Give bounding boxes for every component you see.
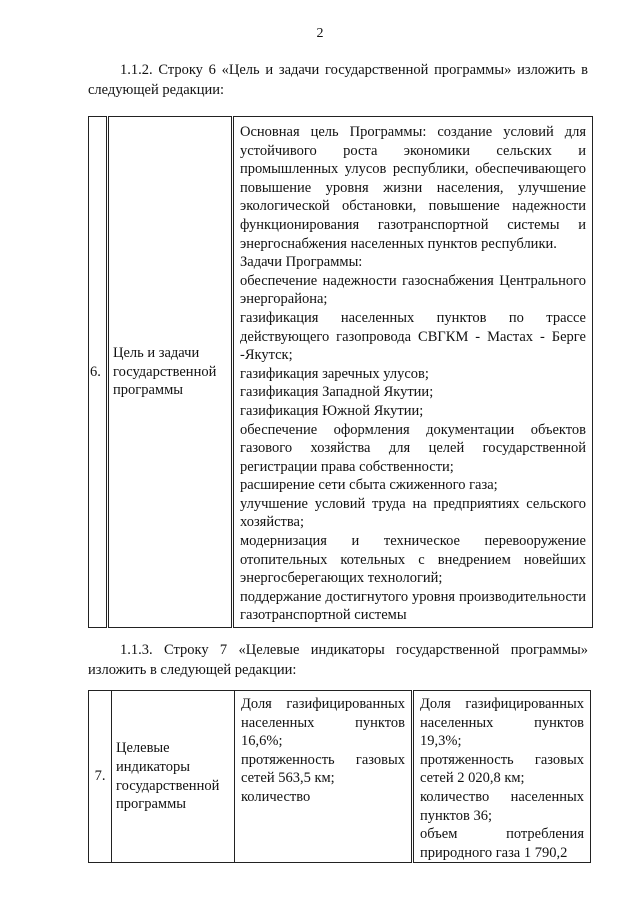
content-line: Задачи Программы: <box>240 254 363 271</box>
content-line: газификация Южной Якутии; <box>240 402 424 419</box>
row-number: 6. <box>89 117 108 628</box>
indicator-line: Доля газифицированных населенных пунктов 19,3%; <box>420 696 584 750</box>
paragraph-text: 1.1.3. Строку 7 «Целевые индикаторы государственной программы» изложить в следующей редакции: <box>88 642 588 678</box>
content-line: обеспечение оформления документации объектов газового хозяйства для целей государственной регистрации права собственности; <box>240 421 586 475</box>
indicator-line: Доля газифицированных населенных пунктов 16,6%; <box>241 696 405 750</box>
indicator-line: протяженность газовых сетей 563,5 км; <box>241 751 405 787</box>
indicator-line: количество <box>241 788 311 805</box>
content-line: газификация заречных улусов; <box>240 365 429 382</box>
content-line: обеспечение надежности газоснабжения Центрального энергорайона; <box>240 272 586 308</box>
new-values-column <box>413 691 591 863</box>
row-6-table <box>88 116 593 628</box>
content-line: модернизация и техническое перевооружение отопительных котельных с внедрением новейших энергосберегающих технологий; <box>240 533 586 587</box>
content-line: газификация населенных пунктов по трассе действующего газопровода СВГКМ - Мастах - Берге -Якутск; <box>240 309 586 364</box>
paragraph-row-7-intro <box>88 640 588 680</box>
indicator-line: протяженность газовых сетей 2 020,8 км; <box>420 751 584 787</box>
row-name: Целевые индикаторы государственной программы <box>112 691 235 863</box>
indicator-line: объем потребления природного газа 1 790,2 <box>420 826 584 861</box>
row-number: 7. <box>89 691 112 863</box>
content-line: улучшение условий труда на предприятиях сельского хозяйства; <box>240 495 586 531</box>
row-content <box>233 117 593 628</box>
indicator-line: количество населенных пунктов 36; <box>420 788 584 824</box>
content-line: поддержание достигнутого уровня производительности газотранспортной системы <box>240 588 586 624</box>
row-7-table <box>88 690 591 863</box>
paragraph-text: 1.1.2. Строку 6 «Цель и задачи государственной программы» изложить в следующей редакции: <box>88 62 588 98</box>
content-line: расширение сети сбыта сжиженного газа; <box>240 477 498 494</box>
old-values-column <box>235 691 413 863</box>
row-name: Цель и задачи государственной программы <box>108 117 233 628</box>
paragraph-row-6-intro <box>88 60 588 100</box>
content-line: газификация Западной Якутии; <box>240 384 434 401</box>
content-line: Основная цель Программы: создание условий для устойчивого роста экономики сельских и промышленных улусов республики, обеспечивающего повышение уровня жизни населения, улучшение экологической обстановки, повышение надежности функционирования газотранспортной системы и энергоснабжения населенных пунктов республики. <box>240 124 586 252</box>
page-number: 2 <box>316 26 324 41</box>
